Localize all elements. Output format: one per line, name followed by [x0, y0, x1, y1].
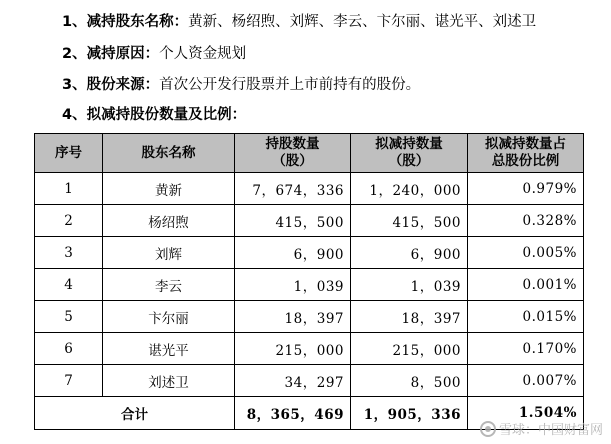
cell-planned-reduction: 1，039 — [351, 269, 468, 301]
item-reduction-quantity-heading — [62, 106, 246, 124]
cell-reduction-ratio: 0.001% — [468, 269, 584, 301]
cell-reduction-ratio: 0.005% — [468, 237, 584, 269]
cell-serial-number: 2 — [35, 205, 103, 237]
cell-planned-reduction: 6，900 — [351, 237, 468, 269]
watermark — [480, 419, 603, 438]
item-shareholder-names — [62, 13, 536, 31]
cell-planned-reduction: 415，500 — [351, 205, 468, 237]
cell-reduction-ratio: 0.007% — [468, 365, 584, 397]
watermark-text: 雪球：中国财富网 — [498, 423, 603, 438]
cell-serial-number: 7 — [35, 365, 103, 397]
cell-shareholder-name: 卞尔丽 — [103, 301, 235, 333]
cell-shares-held: 415，500 — [235, 205, 351, 237]
header-shares-held: 持股数量 （股） — [235, 134, 351, 173]
cell-shareholder-name: 黄新 — [103, 173, 235, 205]
table-row — [35, 205, 584, 237]
cell-serial-number: 1 — [35, 173, 103, 205]
item-label: 4、拟减持股份数量及比例： — [62, 107, 247, 123]
item-reduction-reason — [62, 45, 246, 63]
table-row — [35, 237, 584, 269]
cell-shares-held: 1，039 — [235, 269, 351, 301]
cell-serial-number: 5 — [35, 301, 103, 333]
cell-reduction-ratio: 0.170% — [468, 333, 584, 365]
cell-planned-reduction: 8，500 — [351, 365, 468, 397]
cell-shares-held: 6，900 — [235, 237, 351, 269]
total-shares-held: 8，365，469 — [235, 397, 351, 430]
cell-shareholder-name: 李云 — [103, 269, 235, 301]
total-reduction-ratio: 1.504% — [468, 397, 584, 430]
header-planned-reduction: 拟减持数量 （股） — [351, 134, 468, 173]
item-value: 个人资金规划 — [159, 46, 247, 62]
item-value: 黄新、杨绍煦、刘辉、李云、卞尔丽、谌光平、刘述卫 — [188, 14, 537, 30]
cell-shares-held: 215，000 — [235, 333, 351, 365]
total-planned-reduction: 1，905，336 — [351, 397, 468, 430]
cell-serial-number: 6 — [35, 333, 103, 365]
item-label: 1、减持股东名称： — [62, 14, 189, 30]
item-share-source — [62, 76, 420, 94]
cell-shares-held: 18，397 — [235, 301, 351, 333]
table-header-row — [35, 134, 584, 173]
cell-shareholder-name: 刘辉 — [103, 237, 235, 269]
cell-serial-number: 3 — [35, 237, 103, 269]
header-shareholder-name: 股东名称 — [103, 134, 235, 173]
table-row — [35, 173, 584, 205]
table-row — [35, 269, 584, 301]
cell-planned-reduction: 1，240，000 — [351, 173, 468, 205]
snowball-logo-icon — [480, 421, 496, 437]
item-label: 2、减持原因： — [62, 46, 160, 62]
item-label: 3、股份来源： — [62, 77, 160, 93]
header-reduction-ratio: 拟减持数量占 总股份比例 — [468, 134, 584, 173]
total-label: 合计 — [35, 397, 235, 430]
table-row — [35, 301, 584, 333]
table-row — [35, 333, 584, 365]
cell-shareholder-name: 谌光平 — [103, 333, 235, 365]
cell-reduction-ratio: 0.328% — [468, 205, 584, 237]
cell-planned-reduction: 18，397 — [351, 301, 468, 333]
cell-serial-number: 4 — [35, 269, 103, 301]
cell-shareholder-name: 杨绍煦 — [103, 205, 235, 237]
cell-shares-held: 34，297 — [235, 365, 351, 397]
item-value: 首次公开发行股票并上市前持有的股份。 — [159, 77, 421, 93]
cell-shares-held: 7，674，336 — [235, 173, 351, 205]
cell-planned-reduction: 215，000 — [351, 333, 468, 365]
reduction-table — [34, 133, 584, 430]
cell-shareholder-name: 刘述卫 — [103, 365, 235, 397]
cell-reduction-ratio: 0.979% — [468, 173, 584, 205]
header-serial-number: 序号 — [35, 134, 103, 173]
table-row — [35, 365, 584, 397]
cell-reduction-ratio: 0.015% — [468, 301, 584, 333]
